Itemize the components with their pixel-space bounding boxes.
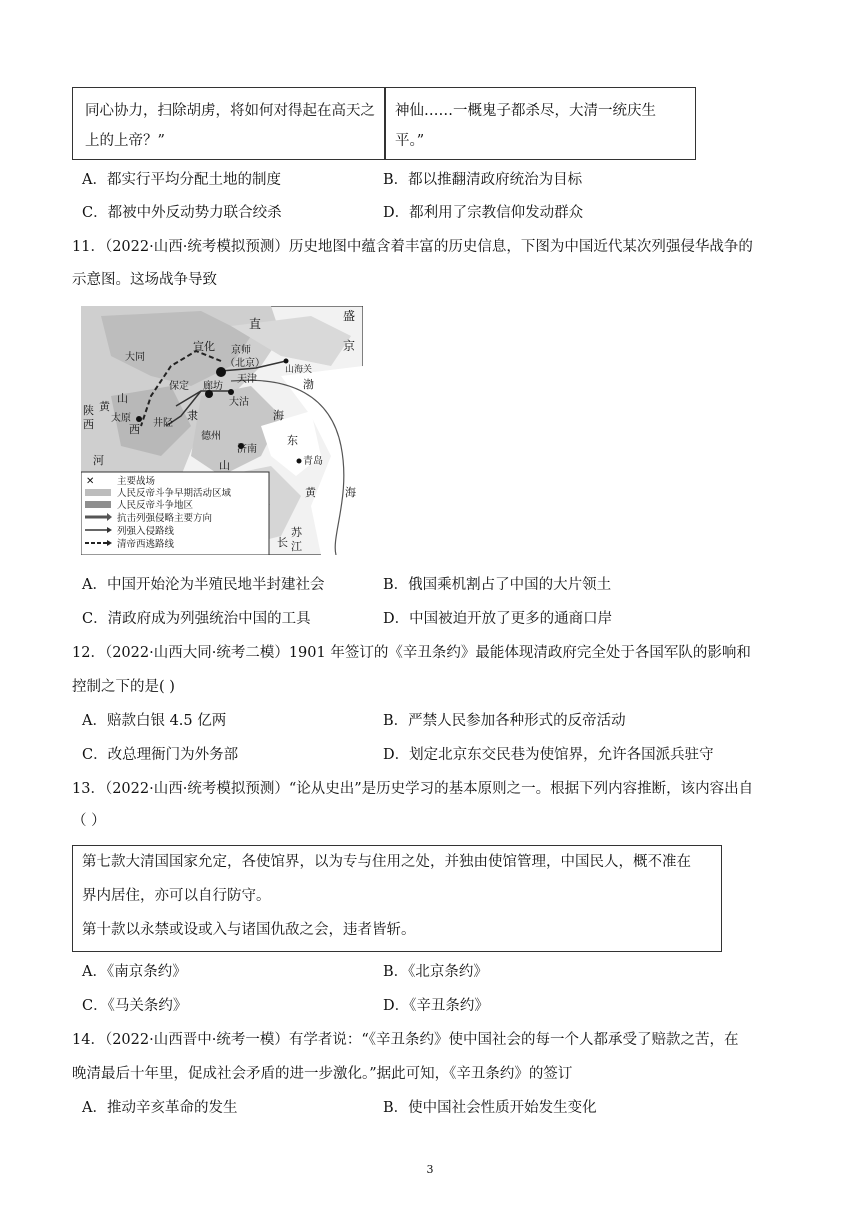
map-label-tianjin: 天津 [237,374,257,385]
map-label-li: 隶 [187,410,198,422]
map-label-xuanhua: 宣化 [193,341,215,353]
q13-option-d: D．《辛丑条约》 [383,998,489,1014]
map-label-beijing: （北京） [225,358,265,369]
map-label-xi-shaanxi: 西 [83,419,94,431]
map-label-zhi: 直 [249,317,262,331]
q12-option-a: A．赔款白银 4.5 亿两 [82,713,227,729]
q14-stem-line1: 14．（2022·山西晋中·统考一模）有学者说：“《辛丑条约》使中国社会的每一个人都承受了赔款之苦，在 [72,1032,739,1048]
table-right-cell: 神仙……一概鬼子都杀尽，大清一统庆生平。” [395,103,656,149]
legend-resistance-direction: 抗击列强侵略主要方向 [117,513,213,524]
q12-option-d: D．划定北京东交民巷为使馆界，允许各国派兵驻守 [383,747,714,763]
quote-line-3: 第十款以永禁或设或入与诸国仇敌之会，违者皆斩。 [82,922,416,938]
page-number: 3 [426,1163,434,1176]
q11-stem-line1: 11．（2022·山西·统考模拟预测）历史地图中蕴含着丰富的历史信息，下图为中国近代某次列强侵华战争的 [72,239,753,255]
map-label-jinan: 济南 [237,444,257,455]
q13-stem-line1: 13．（2022·山西·统考模拟预测）“论从史出”是历史学习的基本原则之一。根据下列内容推断，该内容出自 [72,781,754,797]
legend-escape-route: 清帝西逃路线 [117,539,175,550]
map-label-bohai: 渤 [303,379,314,391]
map-label-langfang: 廊坊 [203,381,223,392]
map-label-shanhaiguan: 山海关 [285,364,313,374]
legend-early-activity: 人民反帝斗争早期活动区域 [117,488,232,499]
q11-stem-line2: 示意图。这场战争导致 [72,272,217,288]
map-label-huang: 黄 [99,401,110,413]
q10-option-b: B．都以推翻清政府统治为目标 [383,172,583,188]
map-label-he: 河 [93,455,104,467]
map-label-hai: 海 [273,410,284,422]
map-label-dezhou: 德州 [201,431,221,442]
quote-line-1: 第七款大清国国家允定，各使馆界，以为专与住用之处，并独由使馆管理，中国民人，概不准在 [82,854,691,870]
q10-option-d: D．都利用了宗教信仰发动群众 [383,205,584,221]
q14-option-a: A．推动辛亥革命的发生 [82,1100,238,1116]
map-label-dong: 东 [287,435,298,447]
map-label-hai2: 海 [345,487,356,499]
q10-option-c: C．都被中外反动势力联合绞杀 [82,205,282,221]
war-map [81,306,363,555]
map-label-shan-bottom: 山 [219,460,230,472]
map-label-huang2: 黄 [305,487,316,499]
map-label-jingxing: 井陉 [153,418,173,429]
map-label-jingshi: 京师 [231,345,251,356]
map-label-baoding: 保定 [169,381,189,392]
table-left-cell: 同心协力，扫除胡虏，将如何对得起在高天之上的上帝？” [85,103,375,149]
svg-text:✕: ✕ [86,476,95,487]
q11-option-b: B．俄国乘机割占了中国的大片领土 [383,577,612,593]
q11-option-a: A．中国开始沦为半殖民地半封建社会 [82,577,325,593]
q12-option-c: C．改总理衙门为外务部 [82,747,239,763]
map-label-shaan: 陕 [83,405,94,417]
q14-option-b: B．使中国社会性质开始发生变化 [383,1100,597,1116]
q12-stem-line1: 12．（2022·山西大同·统考二模）1901 年签订的《辛丑条约》最能体现清政府完全处于各国军队的影响和 [72,645,751,661]
q10-option-a: A．都实行平均分配土地的制度 [82,172,281,188]
legend-invasion-route: 列强入侵路线 [117,526,175,537]
map-label-su: 苏 [291,527,302,539]
q12-option-b: B．严禁人民参加各种形式的反帝活动 [383,713,626,729]
q11-option-d: D．中国被迫开放了更多的通商口岸 [383,611,613,627]
q13-option-a: A．《南京条约》 [82,964,187,980]
map-label-chang: 长 [277,537,288,549]
map-label-datong: 大同 [125,352,145,363]
map-label-shan-top: 山 [117,393,128,405]
map-label-taiyuan: 太原 [111,413,131,424]
map-label-jiang2: 江 [291,541,302,553]
map-label-jing: 京 [343,339,356,353]
map-label-sheng: 盛 [343,309,356,323]
table-divider [384,87,386,160]
q13-option-c: C．《马关条约》 [82,998,188,1014]
quote-line-2: 界内居住，亦可以自行防守。 [82,888,271,904]
q13-option-b: B．《北京条约》 [383,964,488,980]
q13-stem-line2: （ ） [72,813,106,829]
q14-stem-line2: 晚清最后十年里，促成社会矛盾的进一步激化。”据此可知，《辛丑条约》的签订 [72,1066,573,1082]
map-label-xi-shanxi: 西 [129,424,140,436]
q12-stem-line2: 控制之下的是( ) [72,679,175,695]
map-label-qingdao: 青岛 [303,456,323,467]
map-label-dagu: 大沽 [229,397,249,408]
legend-main-battlefield: 主要战场 [117,476,156,487]
legend-struggle-region: 人民反帝斗争地区 [117,500,194,511]
q11-option-c: C．清政府成为列强统治中国的工具 [82,611,311,627]
